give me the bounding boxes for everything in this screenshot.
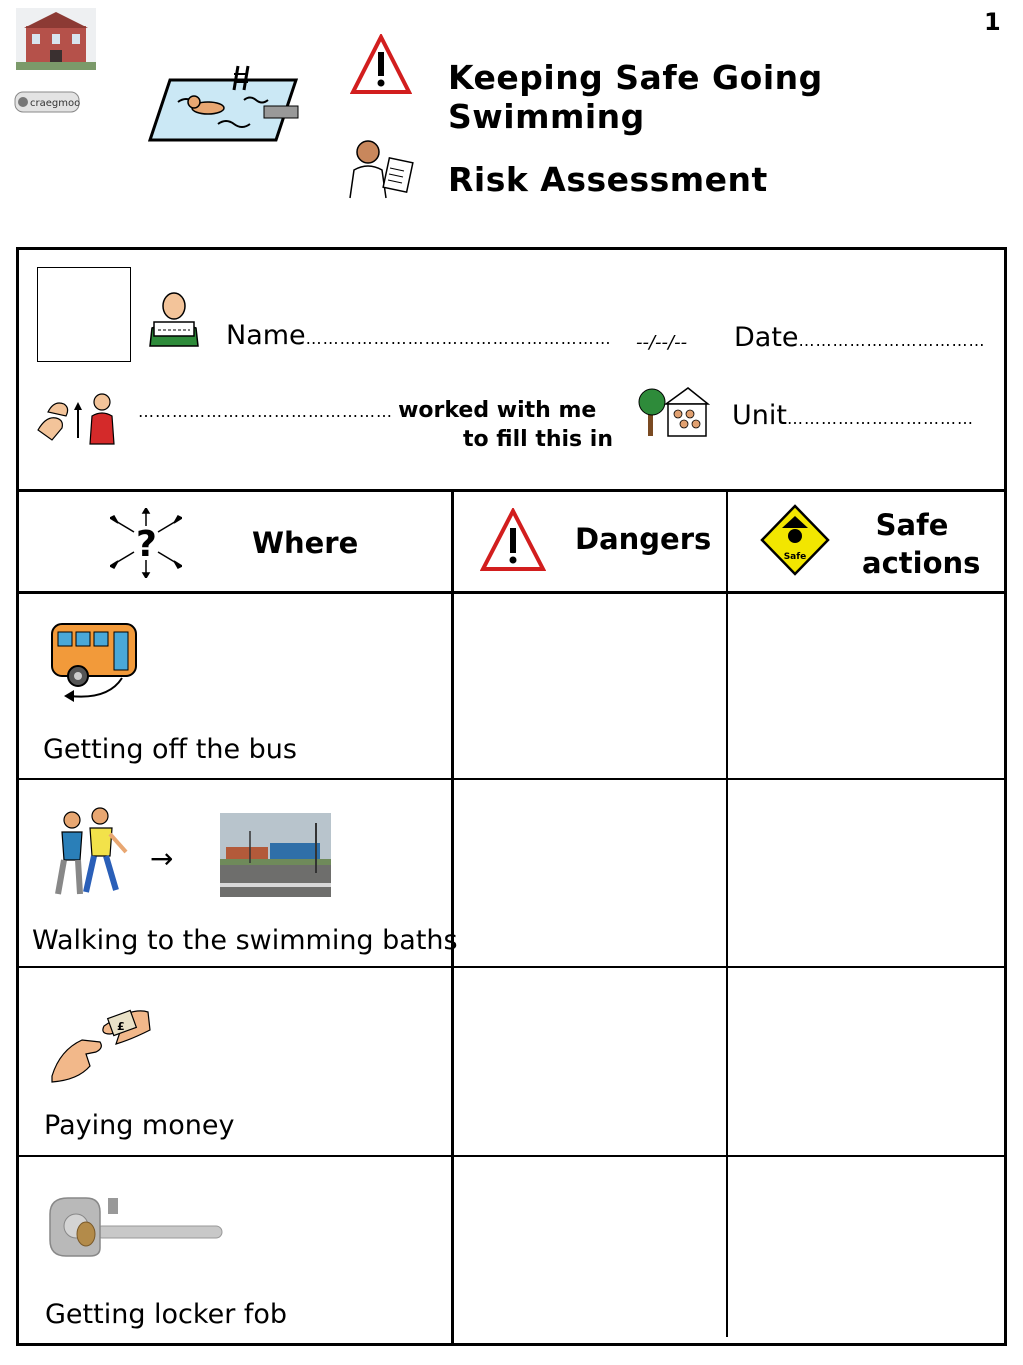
person-name-icon bbox=[148, 292, 200, 348]
svg-text:Safe: Safe bbox=[783, 552, 807, 562]
photo-box[interactable] bbox=[37, 267, 131, 362]
page-number: 1 bbox=[984, 8, 1001, 36]
safe-actions-header-line1: Safe bbox=[875, 508, 949, 542]
dangers-cell[interactable] bbox=[455, 594, 725, 778]
safe-actions-header-line2: actions bbox=[862, 546, 981, 580]
safe-actions-cell[interactable] bbox=[729, 968, 1001, 1155]
safe-sign-icon bbox=[760, 504, 830, 576]
warning-triangle-icon bbox=[350, 34, 412, 96]
where-arrows-icon bbox=[110, 508, 182, 578]
safe-actions-cell[interactable] bbox=[729, 781, 1001, 966]
danger-triangle-icon bbox=[480, 508, 546, 572]
table-top-border bbox=[16, 489, 1004, 492]
date-field[interactable]: …………………………… bbox=[798, 331, 986, 350]
where-cell: Paying money bbox=[44, 1110, 235, 1141]
fill-this-in-label: to fill this in bbox=[463, 427, 614, 452]
svg-text:craegmoor: craegmoor bbox=[30, 98, 80, 109]
locker-fob-icon bbox=[46, 1190, 224, 1262]
date-label: Date bbox=[734, 322, 799, 353]
where-cell: Walking to the swimming baths bbox=[32, 925, 458, 956]
dangers-cell[interactable] bbox=[455, 781, 725, 966]
school-building-image bbox=[16, 8, 96, 70]
document-title: Keeping Safe Going Swimming bbox=[448, 58, 823, 136]
column-divider-dangers bbox=[726, 489, 728, 1337]
svg-text:?: ? bbox=[136, 524, 157, 565]
swimming-pool-icon bbox=[148, 62, 300, 146]
people-walking-icon bbox=[50, 806, 132, 898]
helper-sign-icon bbox=[34, 390, 120, 446]
where-header: Where bbox=[252, 526, 359, 560]
unit-label: Unit bbox=[732, 400, 787, 431]
helper-name-field[interactable]: ……………………………………… bbox=[138, 402, 393, 421]
paying-money-icon bbox=[50, 1004, 154, 1086]
swimming-baths-photo bbox=[220, 813, 331, 897]
row-divider bbox=[16, 778, 1004, 780]
dangers-cell[interactable] bbox=[455, 968, 725, 1155]
craegmoor-logo bbox=[14, 90, 80, 114]
date-icon: --/--/-- bbox=[636, 332, 688, 353]
name-label: Name bbox=[226, 320, 306, 351]
where-cell: Getting off the bus bbox=[43, 734, 297, 765]
column-divider-where bbox=[451, 489, 454, 1343]
unit-field[interactable]: …………………………… bbox=[786, 409, 974, 428]
name-field[interactable]: ……………………………………………… bbox=[305, 329, 612, 348]
dangers-header: Dangers bbox=[575, 522, 712, 556]
safe-actions-cell[interactable] bbox=[729, 594, 1001, 778]
worked-with-me-label: worked with me bbox=[398, 398, 597, 423]
where-cell: Getting locker fob bbox=[45, 1299, 288, 1330]
dangers-cell[interactable] bbox=[455, 1157, 725, 1340]
unit-house-icon bbox=[638, 384, 710, 438]
safe-actions-cell[interactable] bbox=[729, 1157, 1001, 1340]
svg-text:£: £ bbox=[117, 1020, 125, 1033]
assessor-clipboard-icon bbox=[346, 136, 414, 200]
document-subtitle: Risk Assessment bbox=[448, 160, 768, 199]
arrow-right-icon: → bbox=[150, 842, 174, 875]
bus-exit-icon bbox=[48, 620, 140, 706]
